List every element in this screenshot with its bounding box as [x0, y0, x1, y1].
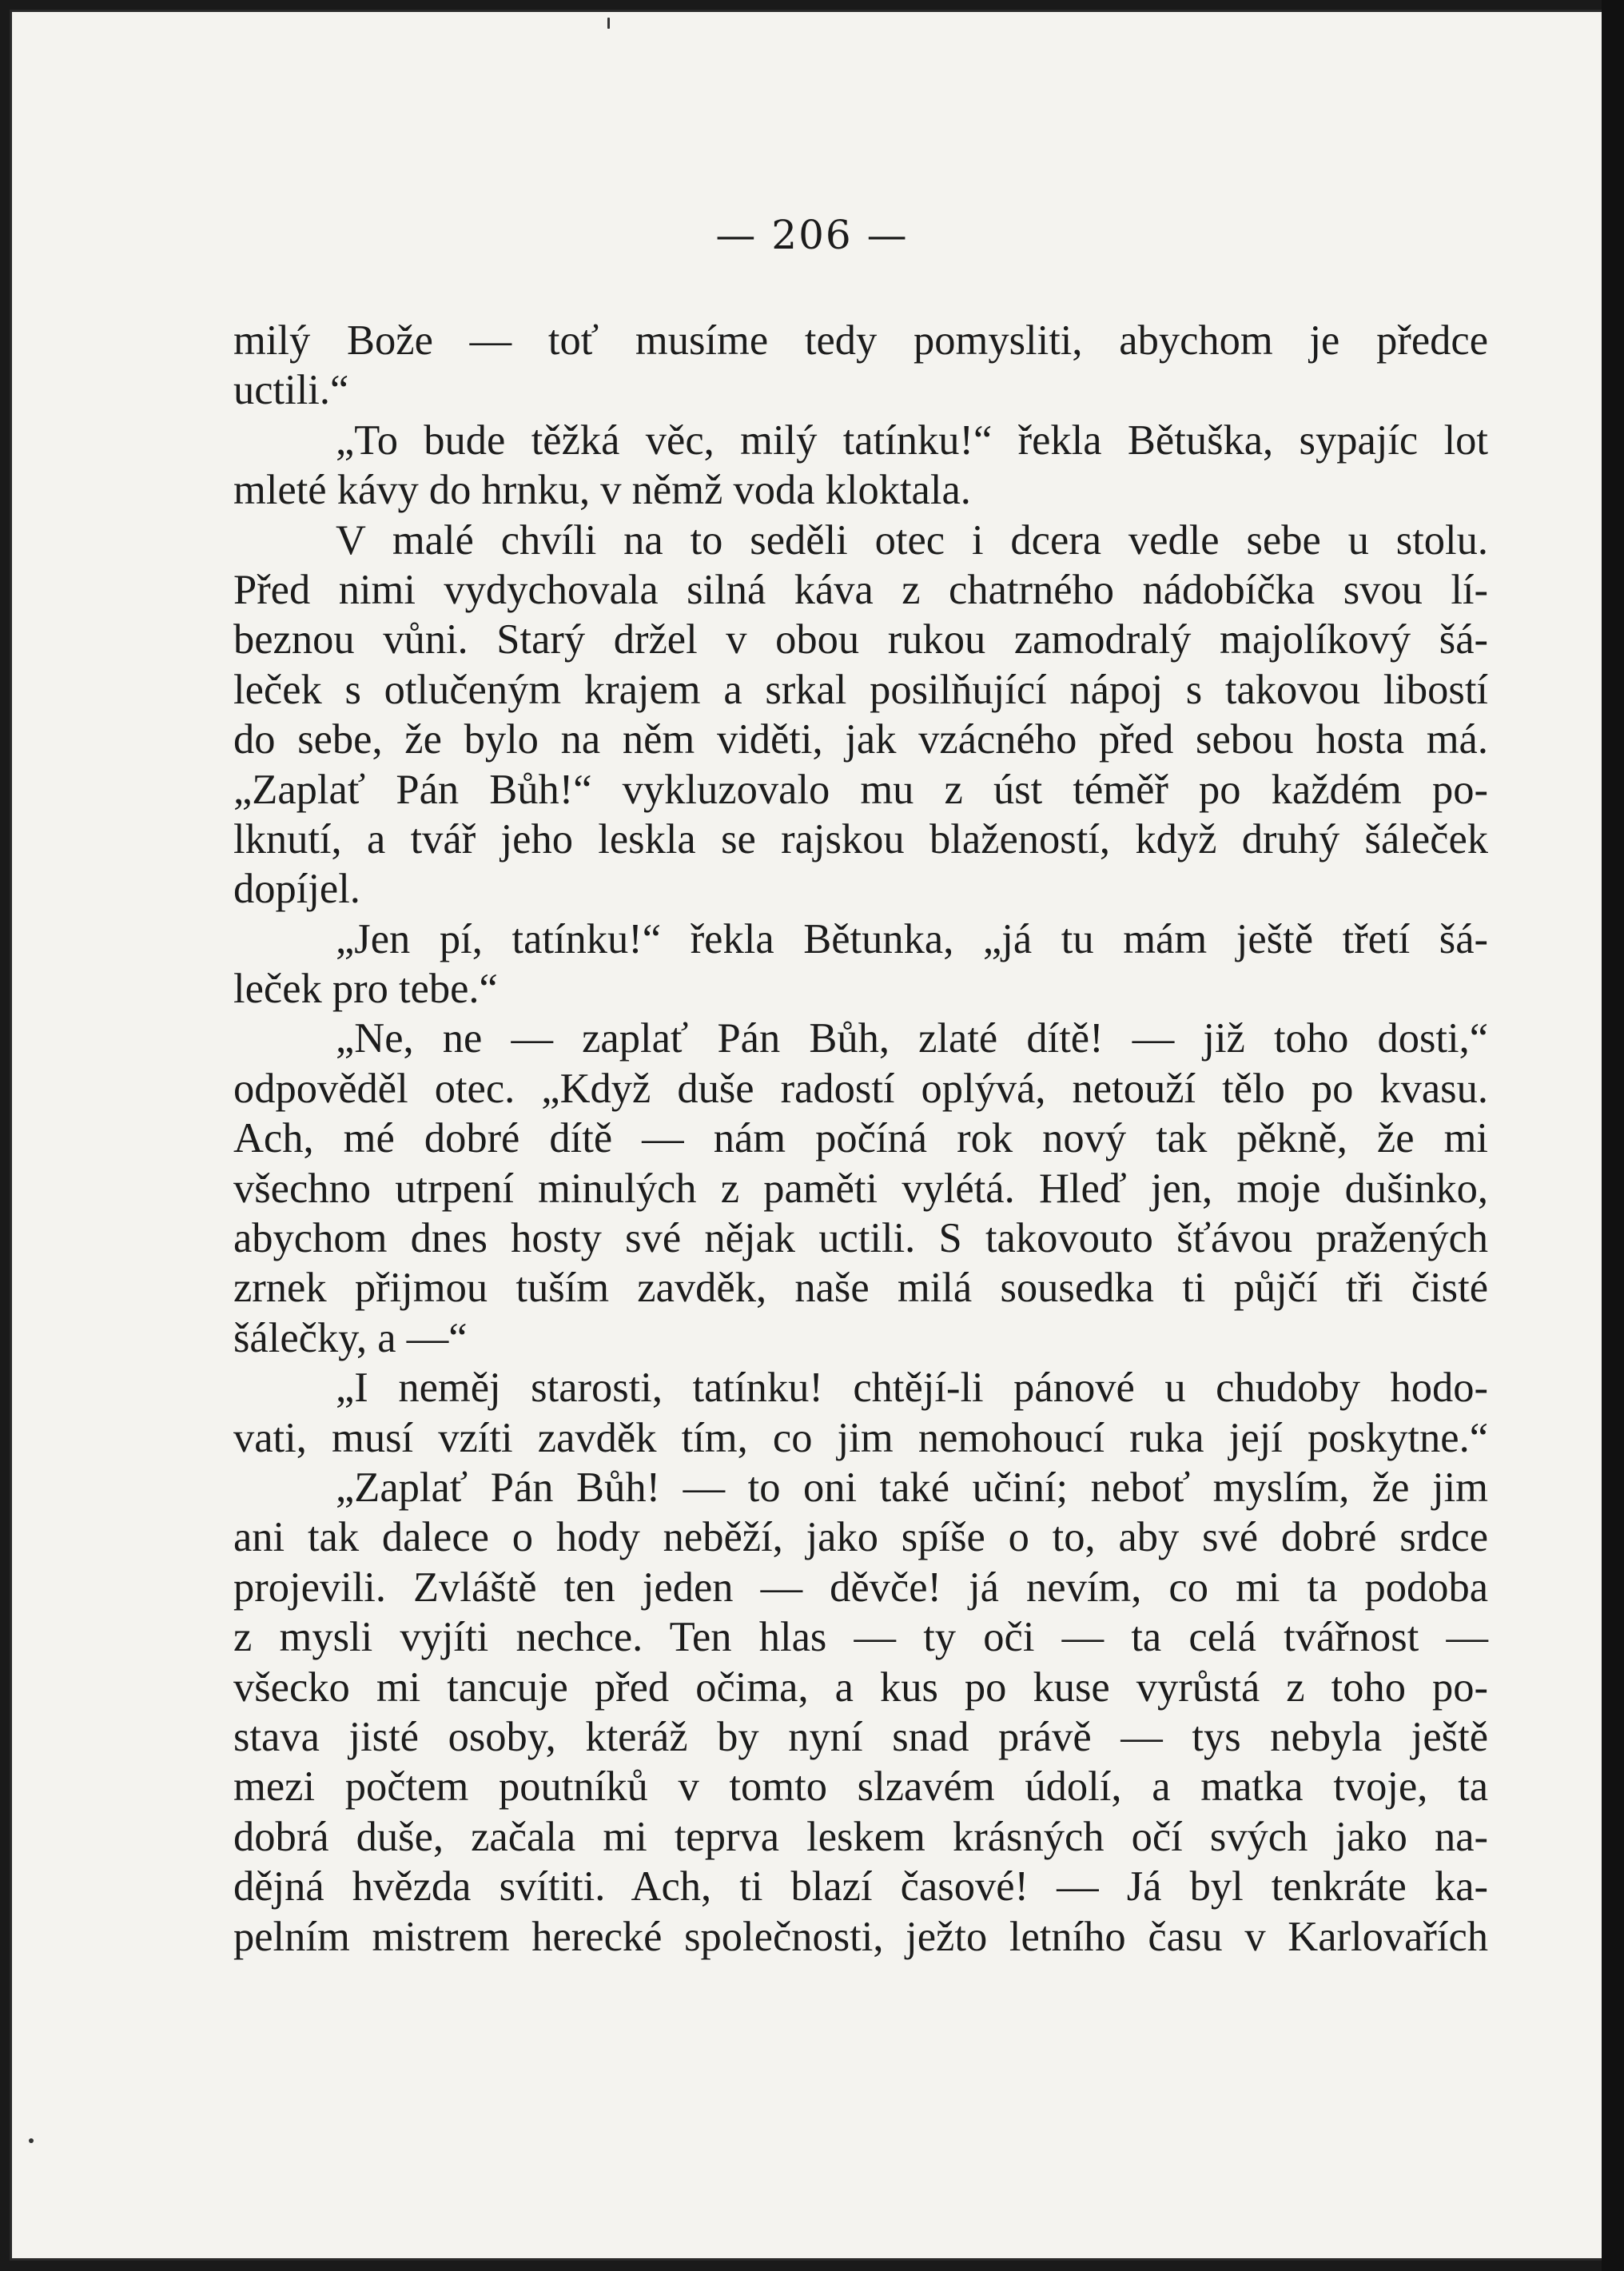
text-line: „Zaplať Pán Bůh! — to oni také učiní; neboť myslím, že jim: [336, 1464, 1488, 1511]
text-line: Ach, mé dobré dítě — nám počíná rok nový tak pěkně, že mi: [233, 1115, 1488, 1162]
text-line: mezi počtem poutníků v tomto slzavém údolí, a matka tvoje, ta: [233, 1763, 1488, 1811]
text-line: lknutí, a tvář jeho leskla se rajskou blažeností, když druhý šáleček: [233, 815, 1488, 863]
scan-speck: [29, 2138, 34, 2143]
scan-edge: [1602, 0, 1624, 2271]
text-line: V malé chvíli na to seděli otec i dcera vedle sebe u stolu.: [336, 516, 1488, 564]
text-line: ani tak dalece o hody neběží, jako spíše o to, aby své dobré srdce: [233, 1514, 1488, 1561]
text-line: z mysli vyjíti nechce. Ten hlas — ty oči — ta celá tvářnost —: [233, 1614, 1488, 1661]
text-line: všecko mi tancuje před očima, a kus po kuse vyrůstá z toho po-: [233, 1663, 1488, 1711]
text-line: leček s otlučeným krajem a srkal posilňující nápoj s takovou libostí: [233, 666, 1488, 713]
text-line: dějná hvězda svítiti. Ach, ti blazí časové! — Já byl tenkráte ka-: [233, 1863, 1488, 1910]
page-number: — 206 —: [715, 212, 909, 258]
text-line: pelním mistrem herecké společnosti, ježto letního času v Karlovařích: [233, 1913, 1488, 1960]
text-line: „Ne, ne — zaplať Pán Bůh, zlaté dítě! — již toho dosti,“: [336, 1015, 1488, 1062]
text-line: „To bude těžká věc, milý tatínku!“ řekla Bětuška, sypajíc lot: [336, 416, 1488, 464]
text-line: beznou vůni. Starý držel v obou rukou zamodralý majolíkový šá-: [233, 616, 1488, 663]
body-text: [233, 316, 1488, 1962]
text-line: leček pro tebe.“: [233, 966, 498, 1013]
text-line: „I neměj starosti, tatínku! chtějí-li pánové u chudoby hodo-: [336, 1365, 1488, 1412]
text-line: dobrá duše, začala mi teprva leskem krásných očí svých jako na-: [233, 1813, 1488, 1860]
text-line: stava jisté osoby, kteráž by nyní snad právě — tys nebyla ještě: [233, 1713, 1488, 1760]
text-line: odpověděl otec. „Když duše radostí oplývá, netouží tělo po kvasu.: [233, 1065, 1488, 1112]
text-line: zrnek přijmou tuším zavděk, naše milá sousedka ti půjčí tři čisté: [233, 1265, 1488, 1312]
text-line: projevili. Zvláště ten jeden — děvče! já nevím, co mi ta podoba: [233, 1564, 1488, 1611]
text-line: „Jen pí, tatínku!“ řekla Bětunka, „já tu mám ještě třetí šá-: [336, 915, 1488, 962]
text-line: mleté kávy do hrnku, v němž voda kloktala.: [233, 467, 971, 514]
text-line: dopíjel.: [233, 866, 360, 913]
text-line: uctili.“: [233, 367, 349, 414]
text-line: abychom dnes hosty své nějak uctili. S takovouto šťávou pražených: [233, 1215, 1488, 1262]
text-line: vati, musí vzíti zavděk tím, co jim nemohoucí ruka její poskytne.“: [233, 1414, 1488, 1461]
text-line: šálečky, a —“: [233, 1314, 468, 1361]
text-line: všechno utrpení minulých z paměti vylétá. Hleď jen, moje dušinko,: [233, 1165, 1488, 1212]
text-line: do sebe, že bylo na něm viděti, jak vzácného před sebou hosta má.: [233, 716, 1488, 763]
text-line: milý Bože — toť musíme tedy pomysliti, abychom je předce: [233, 317, 1488, 364]
text-line: Před nimi vydychovala silná káva z chatrného nádobíčka svou lí-: [233, 566, 1488, 613]
text-line: „Zaplať Pán Bůh!“ vykluzovalo mu z úst téměř po každém po-: [233, 766, 1488, 813]
scan-speck: [607, 18, 610, 29]
